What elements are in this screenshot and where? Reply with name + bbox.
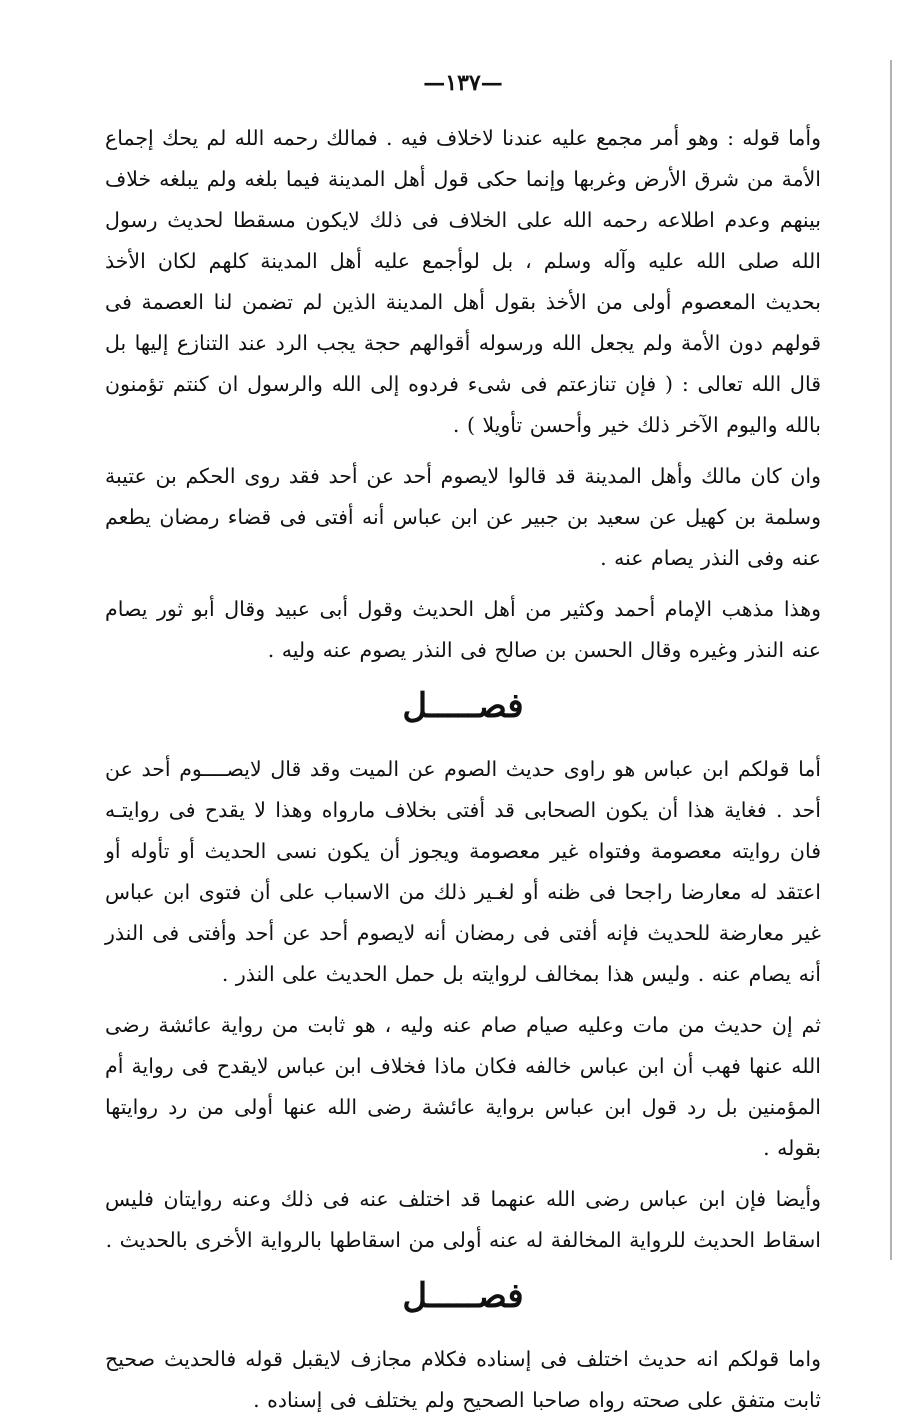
paragraph-2: وان كان مالك وأهل المدينة قد قالوا لايصوم أحد عن أحد فقد روى الحكم بن عتيبة وسلمة بن كهيل عن سعيد بن جبير عن ابن عباس أنه أفتى فى قضاء رمضان يطعم عنه وفى النذر يصام عنه .: [105, 464, 821, 570]
section-title-1: فصـــــل: [402, 686, 524, 726]
section-title-2: فصـــــل: [402, 1276, 524, 1316]
page-number: —١٣٧—: [423, 70, 503, 96]
page-edge: [890, 60, 892, 1260]
paragraph-4: أما قولكم ابن عباس هو راوى حديث الصوم عن الميت وقد قال لايصــــوم أحد عن أحد . فغاية هذا أن يكون الصحابى قد أفتى بخلاف مارواه وهذا لا يقدح فى روايتـه فان روايته معصومة وفتواه غير معصومة ويجوز أن يكون نسى الحديث أو تأوله أو اعتقد له معارضا راجحا فى ظنه أو لغـير ذلك من الاسباب على أن فتوى ابن عباس غير معارضة للحديث فإنه أفتى فى رمضان أنه لايصوم أحد عن أحد وأفتى فى النذر أنه يصام عنه . وليس هذا بمخالف لروايته بل حمل الحديث على النذر .: [105, 757, 821, 986]
paragraph-6: وأيضا فإن ابن عباس رضى الله عنهما قد اختلف عنه فى ذلك وعنه روايتان فليس اسقاط الحديث للرواية المخالفة له عنه أولى من اسقاطها بالرواية الأخرى بالحديث .: [105, 1187, 821, 1252]
paragraph-5: ثم إن حديث من مات وعليه صيام صام عنه وليه ، هو ثابت من رواية عائشة رضى الله عنها فهب أن ابن عباس خالفه فكان ماذا فخلاف ابن عباس لايقدح فى رواية أم المؤمنين بل رد قول ابن عباس برواية عائشة رضى الله عنها أولى من رد روايتها بقوله .: [105, 1013, 821, 1160]
paragraph-1: وأما قوله : وهو أمر مجمع عليه عندنا لاخلاف فيه . فمالك رحمه الله لم يحك إجماع الأمة من شرق الأرض وغربها وإنما حكى قول أهل المدينة فيما بلغه ولم يبلغه خلاف بينهم وعدم اطلاعه رحمه الله على الخلاف فى ذلك لايكون مسقطا لحديث رسول الله صلى الله عليه وآله وسلم ، بل لوأجمع عليه أهل المدينة كلهم لكان الأخذ بحديث المعصوم أولى من الأخذ بقول أهل المدينة الذين لم تضمن لنا العصمة فى قولهم دون الأمة ولم يجعل الله ورسوله أقوالهم حجة يجب الرد عند التنازع إليها بل قال الله تعالى : ( فإن تنازعتم فى شىء فردوه إلى الله والرسول ان كنتم تؤمنون بالله واليوم الآخر ذلك خير وأحسن تأويلا ) .: [105, 126, 821, 437]
paragraph-3: وهذا مذهب الإمام أحمد وكثير من أهل الحديث وقول أبى عبيد وقال أبو ثور يصام عنه النذر وغيره وقال الحسن بن صالح فى النذر يصوم عنه وليه .: [105, 597, 821, 662]
paragraph-7: واما قولكم انه حديث اختلف فى إسناده فكلام مجازف لايقبل قوله فالحديث صحيح ثابت متفق على صحته رواه صاحبا الصحيح ولم يختلف فى إسناده .: [105, 1347, 821, 1412]
